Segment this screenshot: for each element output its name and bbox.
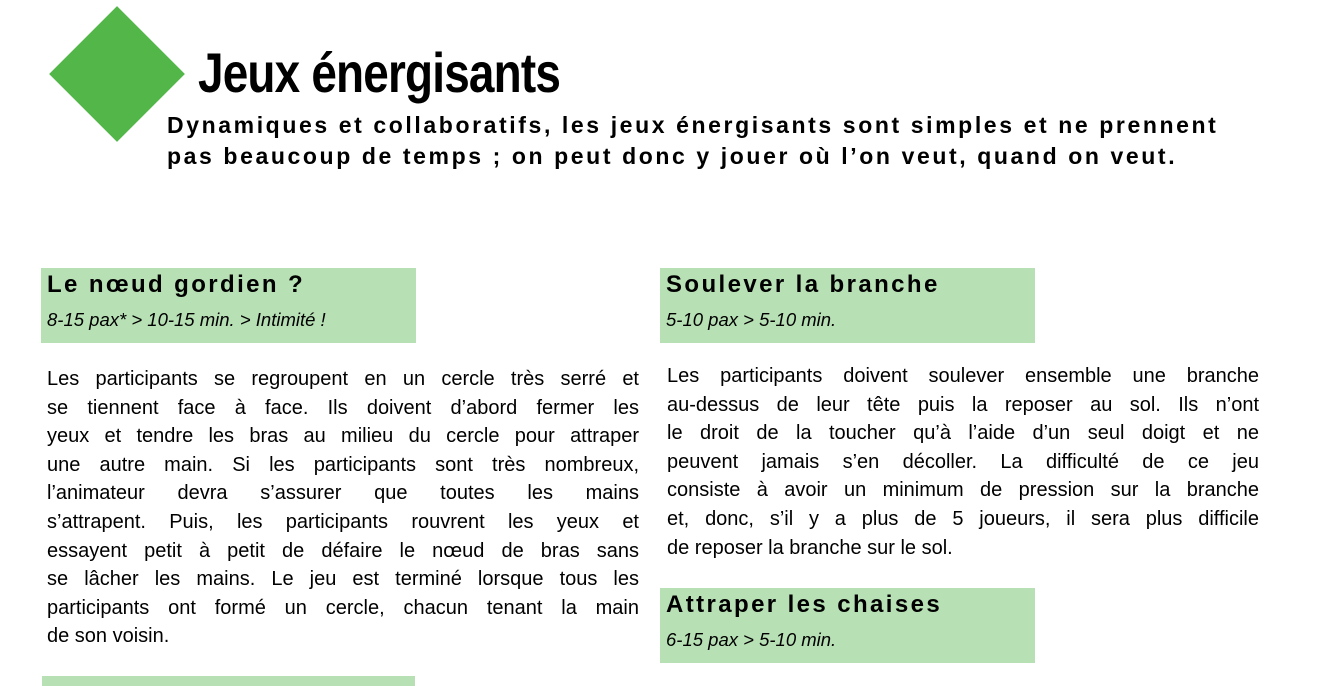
text-line: participants ont formé un cercle, chacun tenant la main [47,596,639,619]
text-line: une autre main. Si les participants sont très nombreux, [47,453,639,476]
text-line: peuvent jamais s’en décoller. La difficulté de ce jeu [667,450,1259,473]
text-line: s’attrapent. Puis, les participants rouvrent les yeux et [47,510,639,533]
page-subtitle [167,110,1277,172]
game-meta: 6-15 pax > 5-10 min. [666,629,837,650]
text-line: Les participants se regroupent en un cercle très serré et [47,368,639,390]
green-diamond-logo [49,6,185,142]
text-line: yeux et tendre les bras au milieu du cercle pour attraper [47,425,639,448]
text-line: au-dessus de leur tête puis la reposer au sol. Ils n’ont [667,393,1259,416]
game-title: Le nœud gordien ? [47,271,306,298]
page-title: Jeux énergisants [198,41,561,104]
game-title: Attraper les chaises [666,591,943,618]
game-header-noeud-gordien [41,268,416,343]
subtitle-line: Dynamiques et collaboratifs, les jeux énergisants sont simples et ne prennent [167,112,1219,138]
game-description-soulever-branche [667,362,1259,562]
subtitle-line: pas beaucoup de temps ; on peut donc y jouer où l’on veut, quand on veut. [167,143,1178,169]
game-meta: 8-15 pax* > 10-15 min. > Intimité ! [47,309,326,330]
game-title: Soulever la branche [666,271,940,298]
text-line: se lâcher les mains. Le jeu est terminé lorsque tous les [47,568,639,591]
text-line: et, donc, s’il y a plus de 5 joueurs, il sera plus difficile [667,507,1259,530]
text-line: essayent petit à petit de défaire le nœud de bras sans [47,539,639,562]
text-line: l’animateur devra s’assurer que toutes les mains [47,482,639,505]
text-line: consiste à avoir un minimum de pression sur la branche [667,479,1259,502]
text-line: le droit de la toucher qu’à l’aide d’un seul doigt et ne [667,422,1259,445]
game-description-noeud-gordien [47,365,639,651]
game-header-soulever-branche [660,268,1035,343]
text-line: de reposer la branche sur le sol. [667,536,953,559]
text-line: de son voisin. [47,625,170,648]
text-line: se tiennent face à face. Ils doivent d’abord fermer les [47,396,639,419]
next-game-header-partial [42,676,415,686]
game-meta: 5-10 pax > 5-10 min. [666,309,837,330]
text-line: Les participants doivent soulever ensemble une branche [667,365,1259,387]
game-header-attraper-chaises [660,588,1035,663]
